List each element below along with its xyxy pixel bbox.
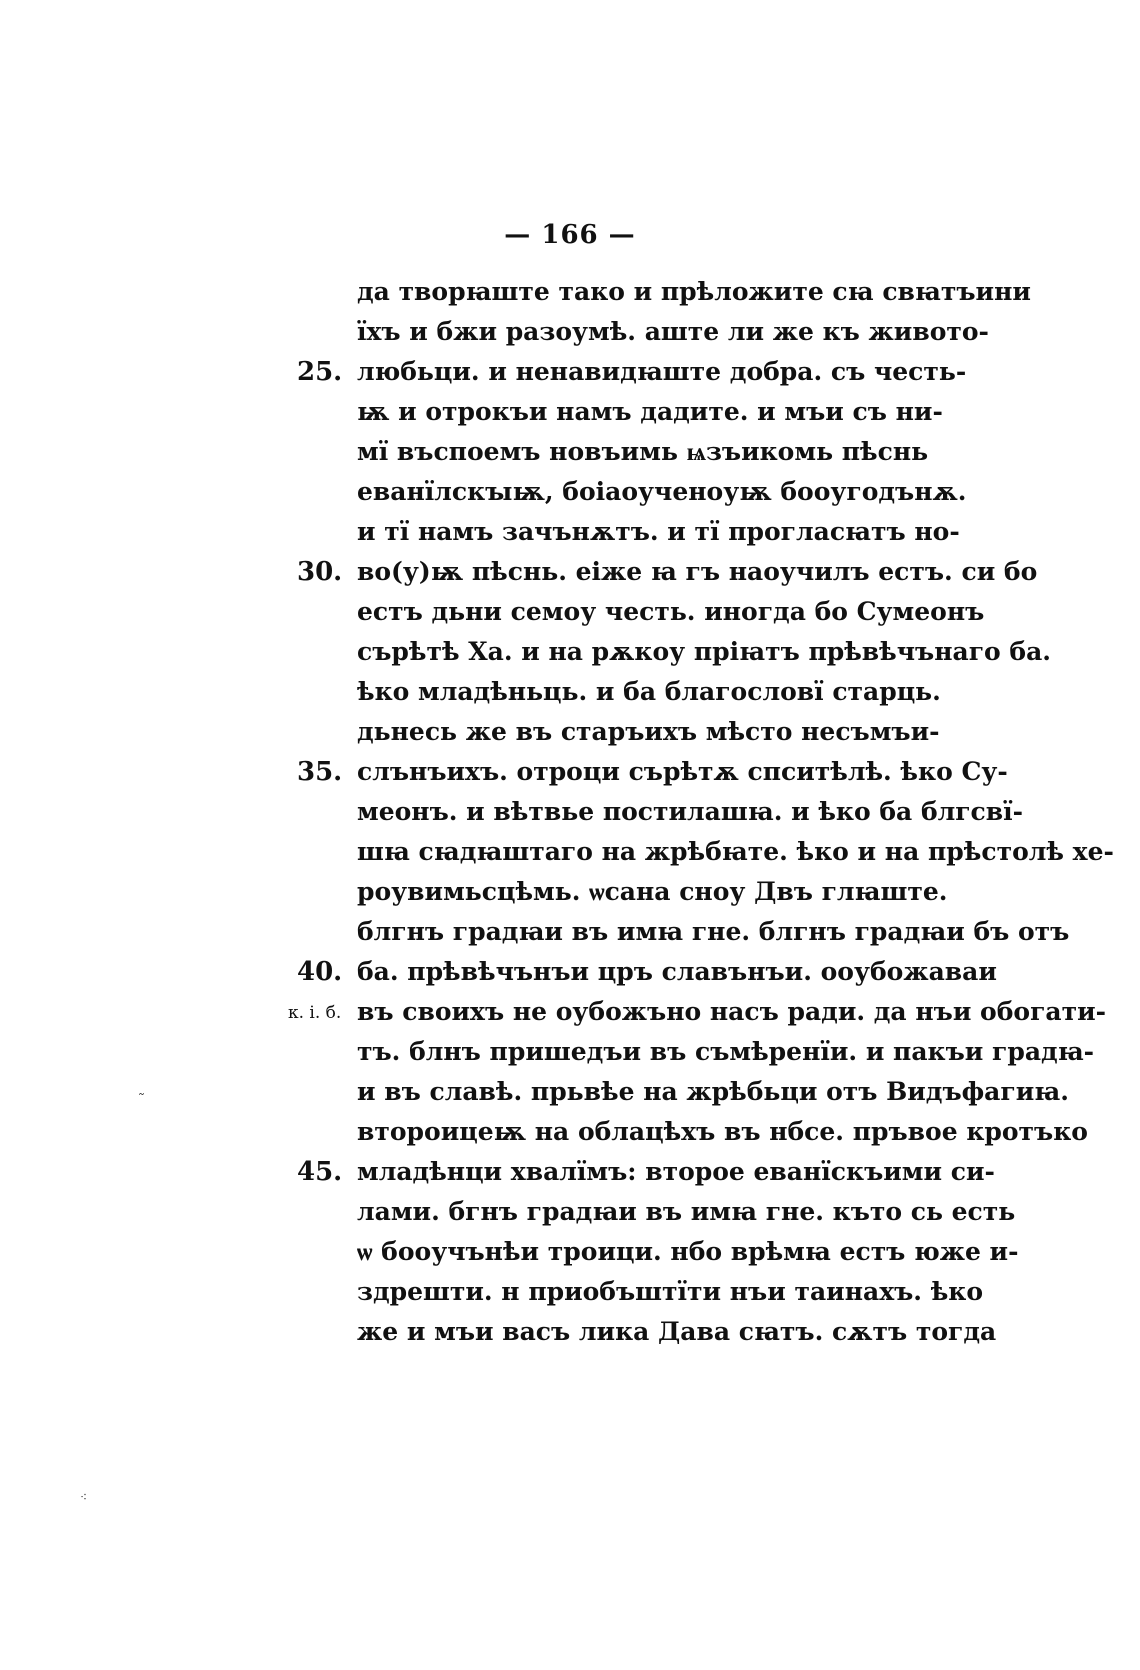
line-text: еванїлскꙑѭ, боiаоученоуѭ боoугодънѫ. [357,477,967,506]
line-number: 30. [297,557,343,587]
text-line [0,472,1140,512]
line-text: ѭ и отрокъи намъ дадите. и мъи съ ни- [357,397,943,426]
margin-speck: ⁖ [80,1490,88,1504]
line-text: дьнесь же въ старъихъ мѣсто несъмъи- [357,717,940,746]
text-line [0,992,1140,1032]
text-line [0,752,1140,792]
text-line [0,432,1140,472]
line-text: їхъ и бжи разоумѣ. аште ли же къ живото- [357,317,989,346]
text-line [0,872,1140,912]
text-line [0,832,1140,872]
text-line [0,792,1140,832]
line-text: здрешти. н приобъштїти нъи таинахъ. ѣко [357,1277,984,1306]
line-text: и тї намъ зачънѫтъ. и тї проглаcꙗтъ но- [357,517,960,546]
line-text: въ своихъ не оубожъно насъ ради. да нъи обогати- [357,997,1107,1026]
margin-speck: ˜ [138,1092,145,1108]
line-text: блгнъ градꙗи въ имꙗ гне. блгнъ градꙗи бъ отъ [357,917,1070,946]
line-text: же и мъи васъ лика Дава сꙗтъ. сѫтъ тогда [357,1317,997,1346]
text-line [0,1192,1140,1232]
line-text: да творꙗште тако и прѣложите сꙗ свꙗтъини [357,277,1031,306]
text-line [0,912,1140,952]
line-text: ѡ бооучънѣи троици. нбо врѣмꙗ естъ юже и- [357,1237,1019,1266]
line-text: естъ дьни семоу честь. иногда бо Сумеонъ [357,597,985,626]
text-line [0,1072,1140,1112]
line-text: мї въспоемъ новъимь ѩзъикомь пѣснь [357,437,929,466]
text-line [0,512,1140,552]
line-text: сърѣтѣ Ха. и на рѫкоу прiꙗтъ прѣвѣчънаго ба. [357,637,1052,666]
text-line [0,672,1140,712]
text-line [0,1112,1140,1152]
text-line [0,1232,1140,1272]
text-line [0,352,1140,392]
text-line [0,592,1140,632]
line-text: тъ. блнъ пришедъи въ съмѣренїи. и пакъи градꙗ- [357,1037,1095,1066]
text-line [0,712,1140,752]
line-number: 35. [297,757,343,787]
line-text: шꙗ cꙗдꙗштаго на жрѣбꙗте. ѣко и на прѣстолѣ хе- [357,837,1114,866]
text-line [0,632,1140,672]
text-line [0,952,1140,992]
text-line [0,1152,1140,1192]
line-text: ѣко младѣньць. и ба благословї старць. [357,677,941,706]
text-line [0,1032,1140,1072]
line-text: второицеѭ на облацѣхъ въ нбсе. пръвое кротъко [357,1117,1088,1146]
line-text: лами. бгнъ градꙗи въ имꙗ гне. къто сь есть [357,1197,1016,1226]
line-text: и въ славѣ. прьвѣе на жрѣбьци отъ Видъфагиꙗ. [357,1077,1069,1106]
margin-reference: к. і. б. [288,1003,342,1023]
line-text: младѣнци хвалїмъ: второе еванїскъими си- [357,1157,995,1186]
page-number: — 166 — [504,220,636,250]
line-number: 40. [297,957,343,987]
text-block [0,272,1140,1352]
line-text: слънъихъ. отроци сърѣтѫ спситѣлѣ. ѣко Су- [357,757,1008,786]
text-line [0,312,1140,352]
line-number: 25. [297,357,343,387]
line-text: любьци. и ненавидꙗште добра. съ честь- [357,357,967,386]
text-line [0,392,1140,432]
text-line [0,552,1140,592]
text-line [0,1272,1140,1312]
line-number: 45. [297,1157,343,1187]
line-text: во(у)ѭ пѣснь. еiже ꙗ гъ наоучилъ естъ. си бо [357,557,1038,586]
line-text: ба. прѣвѣчънъи цръ славънъи. ооубожаваи [357,957,997,986]
line-text: роувимьсцѣмь. ѡсана сноу Двъ глꙗште. [357,877,948,906]
line-text: меонъ. и вѣтвье постилашꙗ. и ѣко ба блгсвї- [357,797,1024,826]
text-line [0,1312,1140,1352]
text-line [0,272,1140,312]
